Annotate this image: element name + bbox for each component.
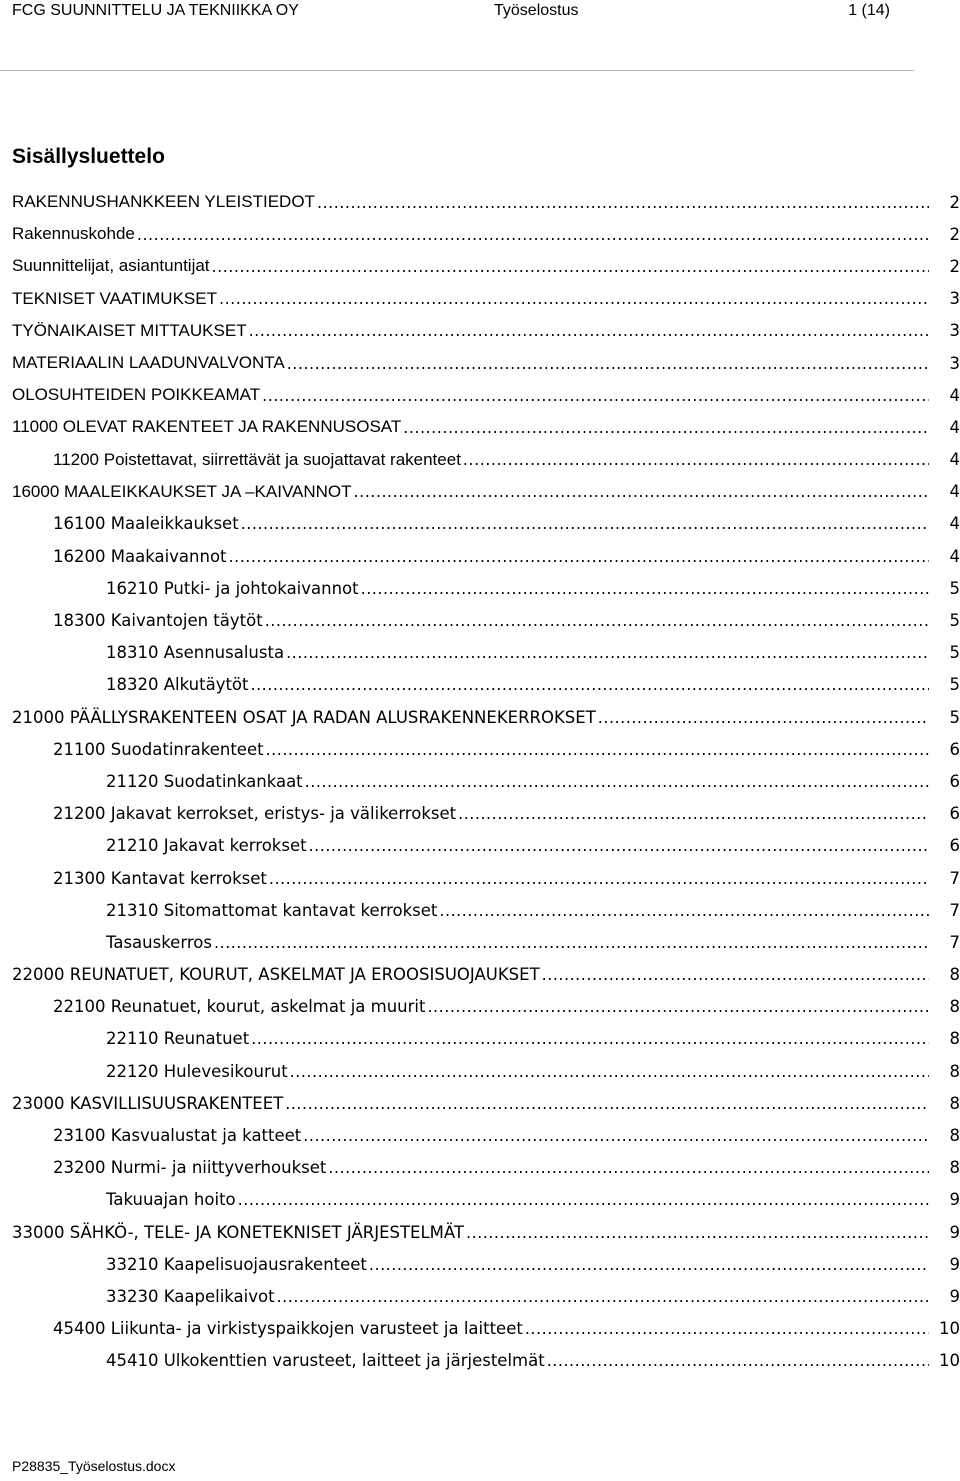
toc-entry-page-number: 4 <box>929 418 960 437</box>
toc-entry-label: 21300 Kantavat kerrokset <box>53 868 267 888</box>
page-header <box>12 0 890 22</box>
toc-dot-leader <box>288 1062 932 1081</box>
toc-entry-page-number: 8 <box>929 1029 960 1048</box>
toc-entry[interactable] <box>0 926 960 958</box>
toc-entry[interactable] <box>0 1055 960 1087</box>
toc-entry-page-number: 5 <box>929 675 960 694</box>
toc-entry-page-number: 4 <box>929 482 960 501</box>
toc-dot-leader <box>263 611 932 630</box>
toc-dot-leader <box>437 901 932 920</box>
toc-entry[interactable] <box>0 894 960 926</box>
toc-entry-label: MATERIAALIN LAADUNVALVONTA <box>12 353 285 373</box>
toc-entry-page-number: 5 <box>929 611 960 630</box>
toc-entry-page-number: 6 <box>929 836 960 855</box>
toc-title: Sisällysluettelo <box>12 145 165 168</box>
toc-entry-page-number: 5 <box>929 643 960 662</box>
toc-dot-leader <box>523 1319 932 1338</box>
toc-entry-page-number: 9 <box>929 1223 960 1242</box>
toc-entry[interactable] <box>0 1152 960 1184</box>
toc-entry-label: TEKNISET VAATIMUKSET <box>12 288 217 308</box>
toc-dot-leader <box>264 740 932 759</box>
toc-entry[interactable] <box>0 991 960 1023</box>
toc-entry[interactable] <box>0 347 960 379</box>
toc-entry[interactable] <box>0 572 960 604</box>
toc-dot-leader <box>249 675 933 694</box>
toc-entry-page-number: 8 <box>929 1158 960 1177</box>
toc-entry-label: 18320 Alkutäytöt <box>106 675 249 695</box>
toc-entry-label: 21210 Jakavat kerrokset <box>106 836 307 856</box>
toc-dot-leader <box>540 965 932 984</box>
toc-entry[interactable] <box>0 444 960 476</box>
toc-dot-leader <box>326 1158 932 1177</box>
toc-entry[interactable] <box>0 1184 960 1216</box>
toc-dot-leader <box>135 225 932 244</box>
toc-entry[interactable] <box>0 186 960 218</box>
toc-entry[interactable] <box>0 959 960 991</box>
toc-entry-label: 22120 Hulevesikourut <box>106 1061 288 1081</box>
toc-entry-page-number: 3 <box>929 289 960 308</box>
toc-entry[interactable] <box>0 283 960 315</box>
toc-entry-label: Takuuajan hoito <box>106 1190 236 1210</box>
toc-entry[interactable] <box>0 1313 960 1345</box>
toc-entry-page-number: 9 <box>929 1190 960 1209</box>
toc-entry-label: 21310 Sitomattomat kantavat kerrokset <box>106 900 438 920</box>
toc-entry[interactable] <box>0 765 960 797</box>
toc-entry-label: 21120 Suodatinkankaat <box>106 771 303 791</box>
toc-dot-leader <box>260 386 932 405</box>
toc-entry-label: 22000 REUNATUET, KOURUT, ASKELMAT JA EROOSISUOJAUKSET <box>12 965 540 985</box>
toc-entry-page-number: 5 <box>929 708 960 727</box>
toc-entry[interactable] <box>0 315 960 347</box>
toc-dot-leader <box>267 869 932 888</box>
toc-entry-label: RAKENNUSHANKKEEN YLEISTIEDOT <box>12 192 315 212</box>
toc-entry-page-number: 8 <box>929 1094 960 1113</box>
toc-entry[interactable] <box>0 1119 960 1151</box>
toc-dot-leader <box>275 1287 932 1306</box>
toc-dot-leader <box>352 482 932 501</box>
toc-entry-page-number: 2 <box>929 193 960 212</box>
table-of-contents <box>0 186 960 1377</box>
toc-entry[interactable] <box>0 1248 960 1280</box>
toc-entry[interactable] <box>0 1023 960 1055</box>
toc-entry-page-number: 3 <box>929 354 960 373</box>
toc-entry-page-number: 8 <box>929 965 960 984</box>
toc-entry[interactable] <box>0 701 960 733</box>
toc-dot-leader <box>284 643 932 662</box>
toc-entry[interactable] <box>0 830 960 862</box>
toc-entry[interactable] <box>0 1216 960 1248</box>
toc-dot-leader <box>212 933 932 952</box>
toc-entry-page-number: 7 <box>929 901 960 920</box>
toc-entry[interactable] <box>0 1087 960 1119</box>
toc-entry-page-number: 3 <box>929 321 960 340</box>
toc-entry-page-number: 6 <box>929 772 960 791</box>
toc-entry-page-number: 9 <box>929 1287 960 1306</box>
toc-entry-label: 11200 Poistettavat, siirrettävät ja suojattavat rakenteet <box>53 449 461 469</box>
header-divider <box>0 70 914 71</box>
toc-entry-page-number: 9 <box>929 1255 960 1274</box>
toc-dot-leader <box>401 418 932 437</box>
toc-entry-label: 33230 Kaapelikaivot <box>106 1286 275 1306</box>
toc-dot-leader <box>456 804 932 823</box>
toc-entry-label: 21000 PÄÄLLYSRAKENTEEN OSAT JA RADAN ALUSRAKENNEKERROKSET <box>12 707 596 727</box>
toc-entry-label: 33000 SÄHKÖ-, TELE- JA KONETEKNISET JÄRJESTELMÄT <box>12 1222 464 1242</box>
toc-entry-page-number: 4 <box>929 450 960 469</box>
toc-dot-leader <box>236 1190 932 1209</box>
toc-entry-label: OLOSUHTEIDEN POIKKEAMAT <box>12 385 261 405</box>
toc-entry-page-number: 8 <box>929 1062 960 1081</box>
toc-entry-page-number: 8 <box>929 997 960 1016</box>
toc-entry-label: 22100 Reunatuet, kourut, askelmat ja muurit <box>53 997 426 1017</box>
toc-entry-label: 33210 Kaapelisuojausrakenteet <box>106 1254 367 1274</box>
toc-entry[interactable] <box>0 604 960 636</box>
toc-entry[interactable] <box>0 1280 960 1312</box>
toc-entry-page-number: 6 <box>929 740 960 759</box>
toc-entry-page-number: 2 <box>929 257 960 276</box>
toc-entry-label: TYÖNAIKAISET MITTAUKSET <box>12 320 247 340</box>
toc-dot-leader <box>464 1223 932 1242</box>
toc-dot-leader <box>283 1094 932 1113</box>
toc-entry[interactable] <box>0 379 960 411</box>
toc-entry-label: 16000 MAALEIKKAUKSET JA –KAIVANNOT <box>12 481 352 501</box>
toc-entry-page-number: 2 <box>929 225 960 244</box>
toc-entry-label: 21200 Jakavat kerrokset, eristys- ja välikerrokset <box>53 804 457 824</box>
toc-entry-page-number: 7 <box>929 933 960 952</box>
toc-dot-leader <box>315 193 932 212</box>
toc-entry-label: 45410 Ulkokenttien varusteet, laitteet ja järjestelmät <box>106 1351 545 1371</box>
toc-dot-leader <box>247 321 932 340</box>
toc-entry-label: 22110 Reunatuet <box>106 1029 250 1049</box>
toc-entry[interactable] <box>0 540 960 572</box>
toc-dot-leader <box>217 289 932 308</box>
toc-entry-label: 18300 Kaivantojen täytöt <box>53 611 263 631</box>
header-company: FCG SUUNNITTELU JA TEKNIIKKA OY <box>12 2 299 19</box>
toc-entry-page-number: 4 <box>929 547 960 566</box>
toc-dot-leader <box>249 1029 932 1048</box>
toc-dot-leader <box>210 257 932 276</box>
toc-entry-label: Tasauskerros <box>106 932 212 952</box>
toc-entry[interactable] <box>0 1345 960 1377</box>
toc-dot-leader <box>239 514 932 533</box>
toc-entry-label: 18310 Asennusalusta <box>106 643 285 663</box>
toc-entry[interactable] <box>0 862 960 894</box>
toc-entry-label: 21100 Suodatinrakenteet <box>53 739 264 759</box>
toc-dot-leader <box>359 579 932 598</box>
toc-dot-leader <box>307 836 932 855</box>
header-doc-type: Työselostus <box>494 2 579 19</box>
toc-dot-leader <box>596 708 932 727</box>
toc-entry[interactable] <box>0 250 960 282</box>
toc-entry[interactable] <box>0 476 960 508</box>
toc-entry-page-number: 6 <box>929 804 960 823</box>
toc-entry[interactable] <box>0 669 960 701</box>
header-page-indicator: 1 (14) <box>848 2 890 19</box>
toc-entry-label: 16210 Putki- ja johtokaivannot <box>106 578 359 598</box>
toc-dot-leader <box>367 1255 932 1274</box>
toc-entry-label: 16100 Maaleikkaukset <box>53 514 239 534</box>
toc-entry-page-number: 5 <box>929 579 960 598</box>
toc-entry[interactable] <box>0 411 960 443</box>
toc-entry[interactable] <box>0 798 960 830</box>
toc-entry-label: Suunnittelijat, asiantuntijat <box>12 256 210 276</box>
toc-entry-page-number: 4 <box>929 514 960 533</box>
toc-entry-page-number: 10 <box>929 1319 960 1338</box>
toc-dot-leader <box>303 772 932 791</box>
toc-entry-page-number: 8 <box>929 1126 960 1145</box>
toc-dot-leader <box>227 547 932 566</box>
toc-entry-label: 11000 OLEVAT RAKENTEET JA RAKENNUSOSAT <box>12 417 402 437</box>
toc-dot-leader <box>425 997 932 1016</box>
footer-filename: P28835_Työselostus.docx <box>12 1458 176 1474</box>
toc-dot-leader <box>461 450 932 469</box>
toc-entry-label: Rakennuskohde <box>12 224 135 244</box>
toc-entry[interactable] <box>0 218 960 250</box>
toc-entry-label: 23000 KASVILLISUUSRAKENTEET <box>12 1093 284 1113</box>
toc-entry-label: 16200 Maakaivannot <box>53 546 227 566</box>
toc-dot-leader <box>301 1126 932 1145</box>
toc-entry-label: 23200 Nurmi- ja niittyverhoukset <box>53 1158 327 1178</box>
toc-dot-leader <box>285 354 932 373</box>
toc-entry[interactable] <box>0 637 960 669</box>
toc-entry-page-number: 4 <box>929 386 960 405</box>
toc-dot-leader <box>545 1351 932 1370</box>
toc-entry-page-number: 7 <box>929 869 960 888</box>
toc-entry-page-number: 10 <box>929 1351 960 1370</box>
toc-entry-label: 23100 Kasvualustat ja katteet <box>53 1126 302 1146</box>
toc-entry-label: 45400 Liikunta- ja virkistyspaikkojen varusteet ja laitteet <box>53 1319 523 1339</box>
toc-entry[interactable] <box>0 508 960 540</box>
toc-entry[interactable] <box>0 733 960 765</box>
